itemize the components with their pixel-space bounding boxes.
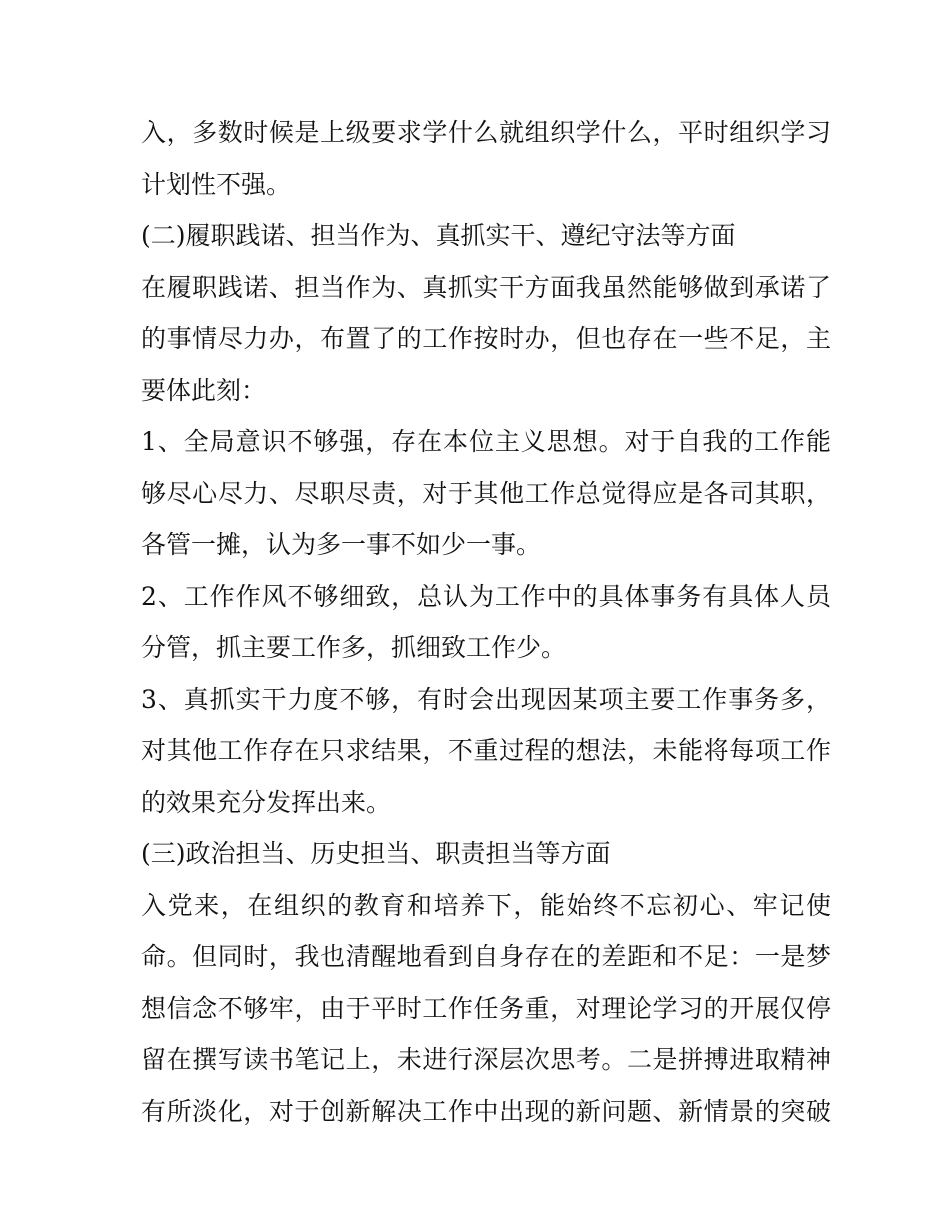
list-item-line: 分管，抓主要工作多，抓细致工作少。 xyxy=(141,633,567,662)
list-item-line: 的效果充分发挥出来。 xyxy=(141,787,392,817)
paragraph-line: 留在撰写读书笔记上，未进行深层次思考。二是拼搏进取精神 xyxy=(141,1045,831,1074)
list-item-line: 2、工作作风不够细致，总认为工作中的具体事务有具体人员 xyxy=(141,581,831,611)
section-heading: (二)履职践诺、担当作为、真抓实干、遵纪守法等方面 xyxy=(141,221,736,250)
paragraph-line: 的事情尽力办，布置了的工作按时办，但也存在一些不足，主 xyxy=(141,324,831,353)
paragraph-line: 在履职践诺、担当作为、真抓实干方面我虽然能够做到承诺了 xyxy=(141,272,831,302)
document-body xyxy=(141,107,831,1137)
paragraph-line: 要体此刻： xyxy=(141,375,267,405)
paragraph-line: 想信念不够牢，由于平时工作任务重，对理论学习的开展仅停 xyxy=(141,993,831,1023)
list-item-line: 对其他工作存在只求结果，不重过程的想法，未能将每项工作 xyxy=(141,736,831,765)
paragraph-line: 命。但同时，我也清醒地看到自身存在的差距和不足：一是梦 xyxy=(141,942,831,971)
paragraph-line: 入党来，在组织的教育和培养下，能始终不忘初心、牢记使 xyxy=(141,890,831,920)
paragraph-line: 计划性不强。 xyxy=(141,169,292,199)
paragraph-line: 入，多数时候是上级要求学什么就组织学什么，平时组织学习 xyxy=(141,118,831,147)
list-item-line: 1、全局意识不够强，存在本位主义思想。对于自我的工作能 xyxy=(141,427,831,456)
section-heading: (三)政治担当、历史担当、职责担当等方面 xyxy=(141,839,611,868)
list-item-line: 各管一摊，认为多一事不如少一事。 xyxy=(141,530,542,559)
list-item-line: 够尽心尽力、尽职尽责，对于其他工作总觉得应是各司其职， xyxy=(141,478,831,508)
paragraph-line: 有所淡化，对于创新解决工作中出现的新问题、新情景的突破 xyxy=(141,1096,831,1126)
list-item-line: 3、真抓实干力度不够，有时会出现因某项主要工作事务多， xyxy=(141,684,831,714)
